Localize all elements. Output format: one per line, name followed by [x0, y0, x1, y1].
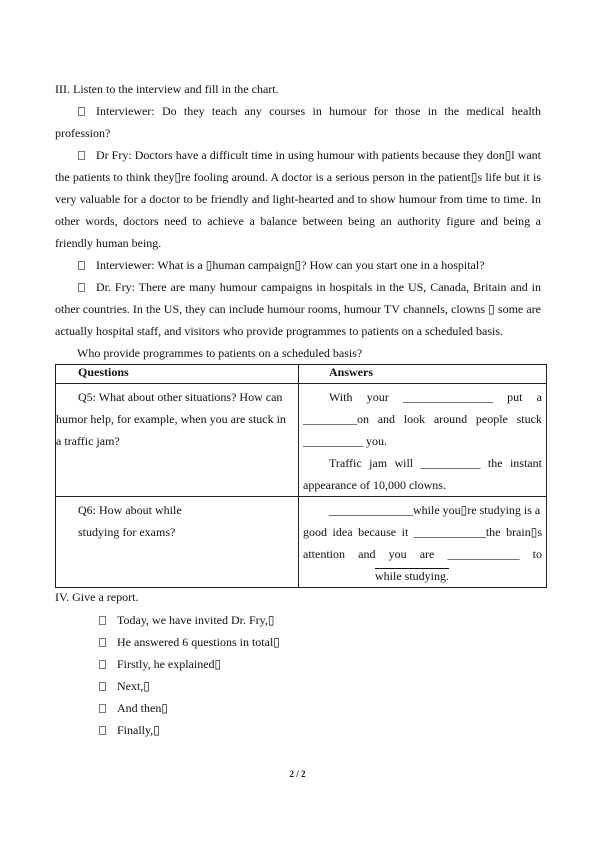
- q6-answer-cell: [299, 497, 547, 588]
- bullet-box-icon: [77, 258, 86, 272]
- fry-para-2-line-2: other countries. In the US, they can include humour rooms, humour TV channels, clowns ▯ some are: [55, 302, 541, 316]
- word: brain▯s: [506, 525, 542, 539]
- word: people: [475, 412, 508, 426]
- q6-answer-line-2: [303, 521, 542, 543]
- report-item-2: He answered 6 questions in total▯: [117, 635, 280, 649]
- answer-chart: [55, 364, 547, 588]
- fry-para-1-line-1: Dr Fry: Doctors have a difficult time in using humour with patients because they don▯l want: [96, 148, 541, 162]
- q6-question-line-1: Q6: How about while: [78, 503, 182, 517]
- q5-answer-line-3: __________ you.: [303, 434, 387, 448]
- report-item-4: Next,▯: [117, 679, 150, 693]
- q5-question-line-3: a traffic jam?: [56, 434, 120, 448]
- section-4-heading: IV. Give a report.: [55, 590, 139, 604]
- report-item-1: Today, we have invited Dr. Fry,▯: [117, 613, 275, 627]
- chart-row-q6: [56, 497, 547, 588]
- word: attention: [303, 547, 345, 561]
- fry-para-1-line-2: the patients to think they▯re fooling around. A doctor is a serious person in the patient▯s life but it is: [55, 170, 541, 184]
- blank: __________: [420, 456, 481, 470]
- word: a: [536, 390, 542, 404]
- bullet-box-icon: [98, 679, 107, 693]
- q6-answer-line-4: while studying.: [375, 569, 449, 583]
- word: With: [329, 390, 353, 404]
- bullet-box-icon: [98, 613, 107, 627]
- bullet-box-icon: [77, 280, 86, 294]
- interviewer-line-1: Interviewer: Do they teach any courses in humour for those in the medical health: [96, 104, 541, 118]
- q5-text-1: Q5: What about other situations? How can: [78, 390, 283, 404]
- blank: ____________: [447, 547, 520, 561]
- report-item-3: Firstly, he explained▯: [117, 657, 222, 671]
- word: the: [487, 456, 503, 470]
- interviewer-line-1-cont: profession?: [55, 126, 111, 140]
- chart-header-row: [56, 365, 547, 384]
- q5-answer-cell: [299, 384, 547, 497]
- bullet-box-icon: [98, 723, 107, 737]
- word: because: [358, 525, 397, 539]
- q6-answer-line-3: [303, 543, 542, 565]
- q5-question-cell: [56, 384, 299, 497]
- word: it: [401, 525, 409, 539]
- word: will: [394, 456, 414, 470]
- report-item-6: Finally,▯: [117, 723, 160, 737]
- bullet-box-icon: [98, 657, 107, 671]
- interviewer-line-2: Interviewer: What is a ▯human campaign▯? How can you start one in a hospital?: [96, 258, 485, 272]
- word: good: [303, 525, 327, 539]
- q5-answer-line-5: appearance of 10,000 clowns.: [303, 478, 446, 492]
- fry-para-1-line-4: other words, doctors need to achieve a balance between being an authority figure and being a: [55, 214, 541, 228]
- blank: _________on: [303, 412, 369, 426]
- word: and: [377, 412, 396, 426]
- bullet-box-icon: [98, 701, 107, 715]
- bullet-box-icon: [77, 104, 86, 118]
- word: jam: [369, 456, 388, 470]
- word: put: [507, 390, 523, 404]
- word: to: [532, 547, 542, 561]
- word: stuck: [516, 412, 542, 426]
- question-line: Who provide programmes to patients on a scheduled basis?: [77, 346, 363, 360]
- fry-para-1-line-3: very valuable for a doctor to be friendly and light-hearted and to show humour from time to time. In: [55, 192, 541, 206]
- answers-header: Answers: [299, 365, 547, 384]
- word: and: [358, 547, 376, 561]
- q6-question-cell: [56, 497, 299, 588]
- word: look: [403, 412, 426, 426]
- q5-question-line-1: [56, 386, 294, 408]
- q5-answer-line-1: [303, 386, 542, 408]
- bullet-box-icon: [77, 148, 86, 162]
- fry-para-1-line-5: friendly human being.: [55, 236, 162, 250]
- q5-answer-line-4: [303, 452, 542, 474]
- word: idea: [332, 525, 353, 539]
- report-item-5: And then▯: [117, 701, 168, 715]
- word: are: [419, 547, 435, 561]
- page-number: 2 / 2: [289, 769, 306, 779]
- word: Traffic: [329, 456, 362, 470]
- section-3-heading: III. Listen to the interview and fill in the chart.: [55, 82, 279, 96]
- word: you: [388, 547, 407, 561]
- blank: _______________: [402, 390, 493, 404]
- questions-header: Questions: [56, 365, 299, 384]
- q6-question-line-2: studying for exams?: [78, 525, 176, 539]
- word: instant: [509, 456, 542, 470]
- blank: ____________the: [413, 525, 501, 539]
- q6-answer-line-1: ______________while you▯re studying is a: [329, 503, 541, 517]
- fry-para-2-line-1: Dr. Fry: There are many humour campaigns in hospitals in the US, Canada, Britain and in: [96, 280, 541, 294]
- q5-text-2: humor help, for example, when you are stuck in: [56, 412, 286, 426]
- fry-para-2-line-3: actually hospital staff, and visitors who provide programmes to patients on a scheduled basis.: [55, 324, 504, 338]
- q5-question-line-2: [56, 408, 294, 430]
- word: your: [366, 390, 389, 404]
- chart-row-q5: [56, 384, 547, 497]
- bullet-box-icon: [98, 635, 107, 649]
- word: around: [433, 412, 468, 426]
- q5-answer-line-2: [303, 408, 542, 430]
